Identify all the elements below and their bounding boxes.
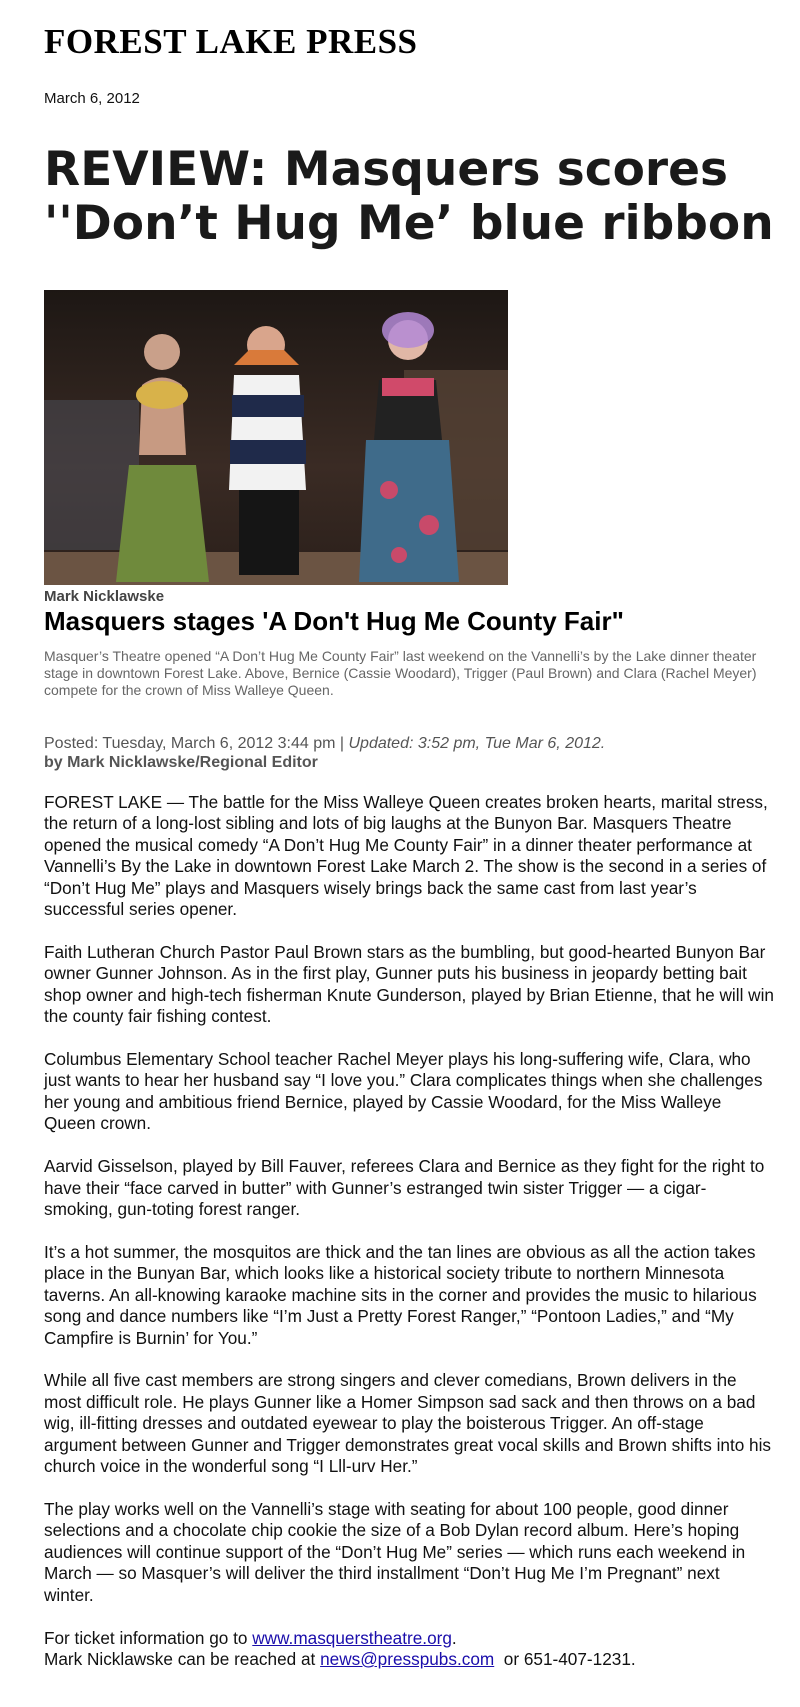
masthead: FOREST LAKE PRESS [44,22,418,61]
ticket-website-link[interactable]: www.masquerstheatre.org [252,1627,452,1648]
byline: by Mark Nicklawske/Regional Editor [44,754,318,771]
email-link[interactable]: news@presspubs.com [320,1648,495,1669]
article-headline: REVIEW: Masquers scores ''Don’t Hug Me’ blue ribbon [44,142,774,251]
updated-label: Updated: 3:52 pm, Tue Mar 6, 2012. [348,735,606,752]
photo-title: Masquers stages 'A Don't Hug Me County Fair" [44,606,624,636]
posted-label: Posted: Tuesday, March 6, 2012 3:44 pm | [44,735,345,752]
ticket-info-text: For ticket information go to [44,1627,248,1648]
article-body [44,792,774,1670]
reach-info-text: Mark Nicklawske can be reached at [44,1648,316,1669]
paragraph: Columbus Elementary School teacher Rachel Meyer plays his long-suffering wife, Clara, who just wants to hear her husband say “I love you.” Clara complicates things when she challenges her young and ambitious friend Bernice, played by Cassie Woodard, for the Miss Walleye Queen crown. [44,1049,763,1134]
paragraph: While all five cast members are strong singers and clever comedians, Brown delivers in the most difficult role. He plays Gunner like a Homer Simpson sad sack and then throws on a bad wig, ill-fitting dresses and outdated eyewear to play the boisterous Trigger. An off-stage argument between Gunner and Trigger demonstrates great vocal skills and Brown shifts into his church voice in the wonderful song “I Lll-urv Her.” [44,1370,772,1477]
contact-info [44,1628,774,1671]
paragraph: FOREST LAKE — The battle for the Miss Walleye Queen creates broken hearts, marital stress, the return of a long-lost sibling and lots of big laughs at the Bunyon Bar. Masquers Theatre opened the musical comedy “A Don’t Hug Me County Fair” in a dinner theater performance at Vannelli’s By the Lake in downtown Forest Lake March 2. The show is the second in a series of “Don’t Hug Me” plays and Masquers wisely brings back the same cast from last year’s successful series opener. [44,792,768,920]
photo-caption: Masquer’s Theatre opened “A Don’t Hug Me County Fair” last weekend on the Vannelli’s by the Lake dinner theater stage in downtown Forest Lake. Above, Bernice (Cassie Woodard), Trigger (Paul Brown) and Clara (Rachel Meyer) compete for the crown of Miss Walleye Queen. [44,648,757,698]
article-photo [44,290,508,585]
posted-timestamp [44,735,605,753]
paragraph: It’s a hot summer, the mosquitos are thick and the tan lines are obvious as all the action takes place in the Bunyan Bar, which looks like a historical society tribute to northern Minnesota taverns. An all-knowing karaoke machine sits in the corner and provides the music to hilarious song and dance numbers like “I’m Just a Pretty Forest Ranger,” “Pontoon Ladies,” and “My Campfire is Burnin’ for You.” [44,1241,757,1348]
phone-text: or 651-407-1231. [503,1648,636,1669]
publication-date: March 6, 2012 [44,90,140,107]
paragraph: Aarvid Gisselson, played by Bill Fauver, referees Clara and Bernice as they fight for the right to have their “face carved in butter” with Gunner’s estranged twin sister Trigger — a cigar-smoking, gun-toting forest ranger. [44,1156,765,1219]
reach-info-line [44,1649,774,1670]
ticket-info-line [44,1628,774,1649]
photo-performer-middle [229,326,306,575]
photo-credit: Mark Nicklawske [44,588,165,605]
paragraph: Faith Lutheran Church Pastor Paul Brown stars as the bumbling, but good-hearted Bunyon Bar owner Gunner Johnson. As in the first play, Gunner puts his business in jeopardy betting bait shop owner and high-tech fisherman Knute Gunderson, played by Brian Etienne, that he will win the county fair fishing contest. [44,941,774,1027]
paragraph: The play works well on the Vannelli’s stage with seating for about 100 people, good dinner selections and a chocolate chip cookie the size of a Bob Dylan record album. Here’s hoping audiences will continue support of the “Don’t Hug Me” series — which runs each weekend in March — so Masquer’s will deliver the third installment “Don’t Hug Me I’m Pregnant” next winter. [44,1498,746,1605]
ticket-info-period: . [451,1627,457,1648]
